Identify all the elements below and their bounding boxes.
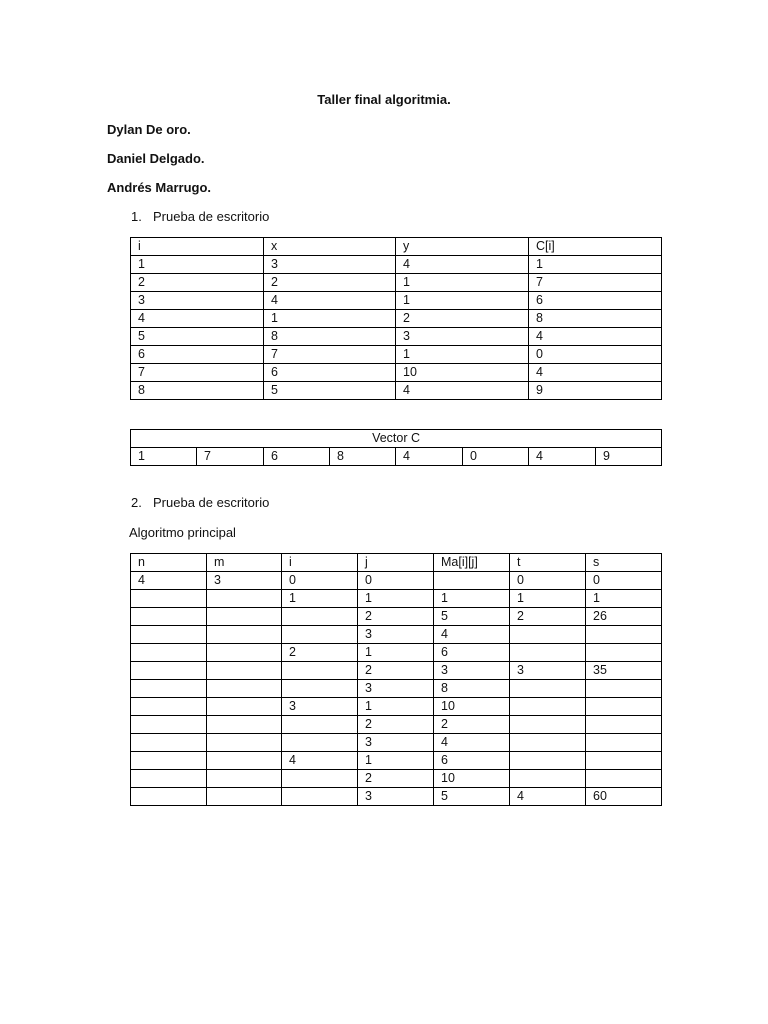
table-cell — [586, 680, 662, 698]
table-row — [131, 608, 662, 626]
desk-check-table-1 — [130, 237, 662, 400]
table-cell: 3 — [282, 698, 358, 716]
table-cell: 5 — [264, 382, 396, 400]
table-cell: 2 — [358, 608, 434, 626]
author-name: Andrés Marrugo. — [107, 180, 212, 195]
table-cell — [207, 680, 282, 698]
table-cell — [131, 608, 207, 626]
section-number: 1. — [131, 209, 142, 224]
table-cell: 7 — [529, 274, 662, 292]
table-row — [131, 328, 662, 346]
table-row — [131, 788, 662, 806]
table-row — [131, 382, 662, 400]
table-cell: 3 — [131, 292, 264, 310]
header-cell: x — [264, 238, 396, 256]
table-cell: 8 — [529, 310, 662, 328]
table-cell: 3 — [358, 680, 434, 698]
table-cell — [586, 734, 662, 752]
table-row — [131, 590, 662, 608]
vector-cell: 4 — [529, 448, 596, 466]
subheading: Algoritmo principal — [129, 525, 236, 540]
vector-cell: 7 — [197, 448, 264, 466]
table-row — [131, 572, 662, 590]
vector-cell: 6 — [264, 448, 330, 466]
table-cell: 4 — [131, 572, 207, 590]
header-cell: m — [207, 554, 282, 572]
section-heading-text: Prueba de escritorio — [153, 209, 270, 224]
table-cell — [282, 788, 358, 806]
table-cell — [207, 644, 282, 662]
table-cell: 1 — [396, 292, 529, 310]
table-row — [131, 770, 662, 788]
table-cell: 3 — [434, 662, 510, 680]
table-cell — [131, 788, 207, 806]
table-cell: 1 — [358, 590, 434, 608]
table-cell — [282, 662, 358, 680]
table-cell — [131, 698, 207, 716]
table-cell: 0 — [282, 572, 358, 590]
table-cell: 6 — [434, 644, 510, 662]
table-cell — [207, 770, 282, 788]
author-name: Daniel Delgado. — [107, 151, 205, 166]
table-cell: 1 — [358, 644, 434, 662]
table-cell: 6 — [529, 292, 662, 310]
header-cell: C[i] — [529, 238, 662, 256]
table-cell: 0 — [510, 572, 586, 590]
table-cell: 10 — [396, 364, 529, 382]
table-cell — [207, 698, 282, 716]
table-cell: 1 — [396, 274, 529, 292]
table-cell — [510, 644, 586, 662]
vector-cell: 9 — [596, 448, 662, 466]
table-cell — [131, 590, 207, 608]
table-cell: 4 — [282, 752, 358, 770]
table-cell — [586, 698, 662, 716]
table-cell — [131, 734, 207, 752]
table-cell — [434, 572, 510, 590]
table-row — [131, 644, 662, 662]
table-cell: 2 — [358, 770, 434, 788]
section-heading-text: Prueba de escritorio — [153, 495, 270, 510]
header-cell: y — [396, 238, 529, 256]
table-cell — [586, 644, 662, 662]
table-cell: 6 — [434, 752, 510, 770]
table-cell: 2 — [282, 644, 358, 662]
header-cell: i — [282, 554, 358, 572]
table-row — [131, 256, 662, 274]
table-row — [131, 662, 662, 680]
table-cell: 7 — [131, 364, 264, 382]
table-cell — [131, 644, 207, 662]
table-cell: 1 — [358, 698, 434, 716]
author-name: Dylan De oro. — [107, 122, 191, 137]
vector-cell: 0 — [463, 448, 529, 466]
document-title: Taller final algoritmia. — [317, 92, 451, 107]
vector-cell: 8 — [330, 448, 396, 466]
table-cell: 1 — [131, 256, 264, 274]
table-cell — [510, 770, 586, 788]
table-cell: 3 — [358, 734, 434, 752]
table-cell — [282, 626, 358, 644]
table-cell — [131, 680, 207, 698]
table-cell: 5 — [131, 328, 264, 346]
table-cell — [510, 734, 586, 752]
table-cell: 2 — [396, 310, 529, 328]
table-cell: 1 — [282, 590, 358, 608]
table-cell — [282, 680, 358, 698]
table-cell: 5 — [434, 608, 510, 626]
header-cell: i — [131, 238, 264, 256]
desk-check-table-2 — [130, 553, 662, 806]
table-row — [131, 734, 662, 752]
header-cell: s — [586, 554, 662, 572]
table-cell: 3 — [358, 626, 434, 644]
header-cell: t — [510, 554, 586, 572]
table-cell: 1 — [358, 752, 434, 770]
table-cell — [282, 608, 358, 626]
table-header-row — [131, 238, 662, 256]
table-cell: 2 — [358, 662, 434, 680]
table-row — [131, 626, 662, 644]
table-cell: 8 — [264, 328, 396, 346]
table-cell: 8 — [131, 382, 264, 400]
table-cell — [586, 752, 662, 770]
header-cell: j — [358, 554, 434, 572]
table-cell: 1 — [396, 346, 529, 364]
table-cell — [207, 716, 282, 734]
table-cell — [131, 752, 207, 770]
table-cell: 4 — [131, 310, 264, 328]
table-cell: 0 — [529, 346, 662, 364]
table-cell — [282, 716, 358, 734]
table-cell: 2 — [434, 716, 510, 734]
table-cell: 6 — [264, 364, 396, 382]
table-cell: 3 — [396, 328, 529, 346]
table-cell — [282, 770, 358, 788]
table-cell: 1 — [586, 590, 662, 608]
table-cell — [207, 590, 282, 608]
table-cell — [510, 752, 586, 770]
table-cell — [510, 626, 586, 644]
table-cell: 60 — [586, 788, 662, 806]
table-cell — [207, 626, 282, 644]
vector-c-table — [130, 429, 662, 466]
table-cell: 4 — [434, 626, 510, 644]
vector-caption: Vector C — [131, 430, 662, 448]
table-row — [131, 364, 662, 382]
table-cell: 35 — [586, 662, 662, 680]
vector-cell: 1 — [131, 448, 197, 466]
table-cell: 2 — [131, 274, 264, 292]
table-cell — [207, 788, 282, 806]
table-cell: 4 — [510, 788, 586, 806]
header-cell: n — [131, 554, 207, 572]
table-cell — [510, 680, 586, 698]
table-cell — [207, 608, 282, 626]
table-cell: 4 — [529, 328, 662, 346]
table-cell — [586, 770, 662, 788]
table-row — [131, 346, 662, 364]
table-cell: 1 — [510, 590, 586, 608]
table-header-row — [131, 554, 662, 572]
table-cell: 2 — [358, 716, 434, 734]
table-row — [131, 698, 662, 716]
header-cell: Ma[i][j] — [434, 554, 510, 572]
table-cell: 4 — [396, 382, 529, 400]
table-cell: 8 — [434, 680, 510, 698]
table-cell: 3 — [358, 788, 434, 806]
section-2-heading — [131, 495, 269, 510]
table-cell: 2 — [264, 274, 396, 292]
table-cell: 4 — [396, 256, 529, 274]
table-cell: 3 — [510, 662, 586, 680]
table-cell: 9 — [529, 382, 662, 400]
table-cell: 0 — [358, 572, 434, 590]
table-cell: 10 — [434, 770, 510, 788]
table-cell: 3 — [207, 572, 282, 590]
table-cell: 1 — [264, 310, 396, 328]
table-cell: 0 — [586, 572, 662, 590]
table-cell: 2 — [510, 608, 586, 626]
table-row — [131, 752, 662, 770]
vector-cell: 4 — [396, 448, 463, 466]
table-cell: 4 — [264, 292, 396, 310]
table-row — [131, 274, 662, 292]
table-row — [131, 716, 662, 734]
table-row — [131, 680, 662, 698]
table-cell: 6 — [131, 346, 264, 364]
section-1-heading — [131, 209, 269, 224]
table-cell: 1 — [529, 256, 662, 274]
table-cell — [586, 716, 662, 734]
table-row — [131, 310, 662, 328]
table-cell: 1 — [434, 590, 510, 608]
table-cell — [131, 626, 207, 644]
section-number: 2. — [131, 495, 142, 510]
table-cell — [207, 662, 282, 680]
table-cell — [207, 734, 282, 752]
table-cell: 4 — [529, 364, 662, 382]
table-cell — [207, 752, 282, 770]
table-cell: 4 — [434, 734, 510, 752]
table-cell — [131, 770, 207, 788]
table-cell — [131, 662, 207, 680]
table-cell — [586, 626, 662, 644]
table-cell: 5 — [434, 788, 510, 806]
table-cell: 26 — [586, 608, 662, 626]
table-cell: 10 — [434, 698, 510, 716]
table-cell — [282, 734, 358, 752]
table-cell — [510, 716, 586, 734]
table-cell — [131, 716, 207, 734]
table-row — [131, 292, 662, 310]
vector-row — [131, 448, 662, 466]
table-cell: 7 — [264, 346, 396, 364]
table-cell: 3 — [264, 256, 396, 274]
table-cell — [510, 698, 586, 716]
